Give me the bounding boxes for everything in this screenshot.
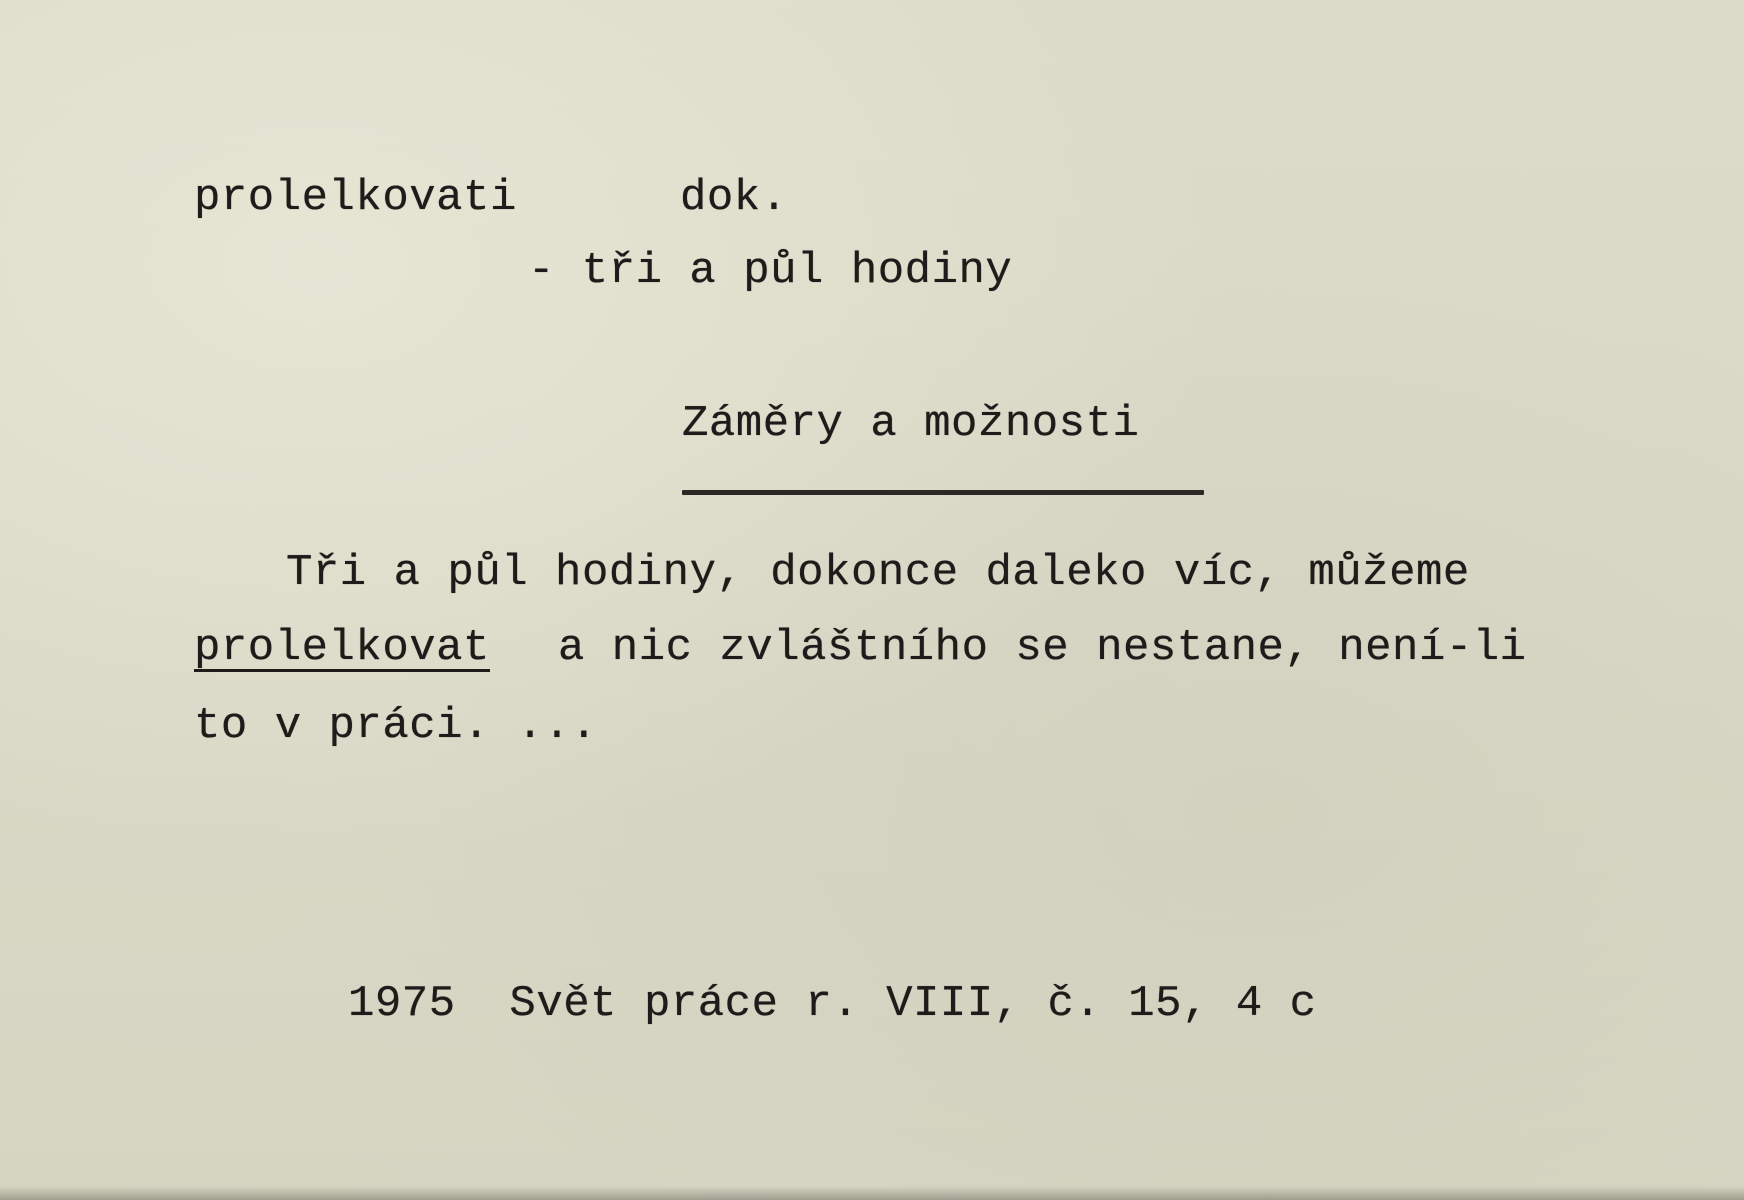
quotation-line-3: to v práci. ...: [194, 701, 598, 751]
headword: prolelkovati: [194, 173, 517, 223]
source-citation: 1975 Svět práce r. VIII, č. 15, 4 c: [348, 979, 1317, 1029]
grammatical-abbreviation: dok.: [680, 173, 788, 223]
definition-gloss: - tři a půl hodiny: [528, 246, 1013, 296]
article-title: Záměry a možnosti: [682, 399, 1140, 449]
quotation-line-1: Tři a půl hodiny, dokonce daleko víc, můžeme: [286, 548, 1470, 598]
quotation-underlined-word: prolelkovat: [194, 623, 490, 673]
card-bottom-edge: [0, 1186, 1744, 1200]
quotation-line-2: a nic zvláštního se nestane, není-li: [558, 623, 1527, 673]
title-underline-rule: [682, 490, 1204, 495]
